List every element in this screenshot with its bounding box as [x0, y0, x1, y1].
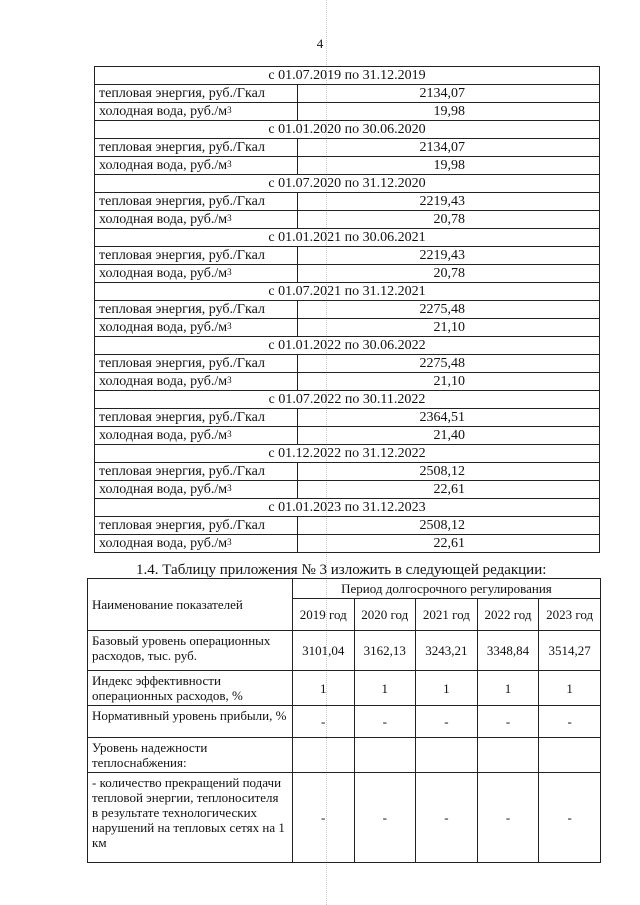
year-header: 2022 год [477, 599, 539, 631]
water-label: холодная вода, руб./м [99, 157, 228, 173]
indicator-value: 3101,04 [292, 631, 354, 671]
indicator-value: 1 [354, 671, 416, 706]
water-row [95, 103, 600, 121]
heat-value: 2275,48 [298, 301, 600, 319]
indicator-value: - [354, 706, 416, 738]
heat-label: тепловая энергия, руб./Гкал [95, 193, 298, 211]
unit-superscript: 3 [227, 482, 232, 493]
period-cell: с 01.07.2019 по 31.12.2019 [95, 67, 600, 85]
indicator-value: - [416, 773, 478, 863]
indicator-row [88, 631, 601, 671]
unit-superscript: 3 [227, 212, 232, 223]
water-row [95, 157, 600, 175]
water-label: холодная вода, руб./м [99, 373, 228, 389]
water-label-cell [95, 427, 298, 445]
period-row [95, 445, 600, 463]
indicator-value: 3162,13 [354, 631, 416, 671]
heat-value: 2219,43 [298, 193, 600, 211]
indicator-name: - количество прекращений подачи тепловой энергии, теплоносителя в результате технологических нарушений на тепловых сетях на 1 км [88, 773, 293, 863]
unit-superscript: 3 [227, 104, 232, 115]
heat-row [95, 85, 600, 103]
heat-label: тепловая энергия, руб./Гкал [95, 355, 298, 373]
tariff-table [94, 66, 600, 553]
water-label-cell [95, 103, 298, 121]
water-value: 21,10 [298, 319, 600, 337]
period-row [95, 67, 600, 85]
water-label: холодная вода, руб./м [99, 319, 228, 335]
heat-label: тепловая энергия, руб./Гкал [95, 139, 298, 157]
water-label: холодная вода, руб./м [99, 535, 228, 551]
water-value: 22,61 [298, 535, 600, 553]
heat-value: 2364,51 [298, 409, 600, 427]
water-row [95, 481, 600, 499]
water-row [95, 373, 600, 391]
water-label-cell [95, 265, 298, 283]
period-row [95, 283, 600, 301]
heat-row [95, 301, 600, 319]
water-value: 20,78 [298, 265, 600, 283]
water-label-cell [95, 481, 298, 499]
heat-label: тепловая энергия, руб./Гкал [95, 517, 298, 535]
water-label-cell [95, 373, 298, 391]
indicator-row [88, 738, 601, 773]
heat-value: 2134,07 [298, 85, 600, 103]
heat-value: 2219,43 [298, 247, 600, 265]
indicator-value [292, 738, 354, 773]
water-label-cell [95, 535, 298, 553]
period-cell: с 01.07.2020 по 31.12.2020 [95, 175, 600, 193]
heat-row [95, 355, 600, 373]
indicator-value: - [292, 773, 354, 863]
heat-value: 2508,12 [298, 463, 600, 481]
indicator-value: 1 [416, 671, 478, 706]
water-row [95, 427, 600, 445]
name-header: Наименование показателей [88, 579, 293, 631]
heat-label: тепловая энергия, руб./Гкал [95, 409, 298, 427]
indicators-table [87, 578, 601, 863]
water-label: холодная вода, руб./м [99, 103, 228, 119]
heat-value: 2275,48 [298, 355, 600, 373]
indicator-value: - [539, 773, 601, 863]
unit-superscript: 3 [227, 536, 232, 547]
unit-superscript: 3 [227, 320, 232, 331]
tariff-table-body [95, 67, 600, 553]
indicator-row [88, 773, 601, 863]
year-header: 2023 год [539, 599, 601, 631]
water-label: холодная вода, руб./м [99, 481, 228, 497]
indicator-name: Уровень надежности теплоснабжения: [88, 738, 293, 773]
water-label: холодная вода, руб./м [99, 211, 228, 227]
period-header: Период долгосрочного регулирования [292, 579, 600, 599]
indicator-value [539, 738, 601, 773]
heat-value: 2134,07 [298, 139, 600, 157]
water-label: холодная вода, руб./м [99, 265, 228, 281]
water-value: 21,40 [298, 427, 600, 445]
water-value: 20,78 [298, 211, 600, 229]
indicator-name: Базовый уровень операционных расходов, тыс. руб. [88, 631, 293, 671]
period-cell: с 01.07.2022 по 30.11.2022 [95, 391, 600, 409]
indicator-value: 1 [292, 671, 354, 706]
unit-superscript: 3 [227, 428, 232, 439]
heat-row [95, 517, 600, 535]
heat-label: тепловая энергия, руб./Гкал [95, 301, 298, 319]
heat-label: тепловая энергия, руб./Гкал [95, 463, 298, 481]
heat-row [95, 247, 600, 265]
period-row [95, 499, 600, 517]
unit-superscript: 3 [227, 266, 232, 277]
indicator-value: 3348,84 [477, 631, 539, 671]
indicator-value: 3514,27 [539, 631, 601, 671]
year-header: 2019 год [292, 599, 354, 631]
water-label-cell [95, 157, 298, 175]
water-label: холодная вода, руб./м [99, 427, 228, 443]
period-row [95, 229, 600, 247]
heat-row [95, 409, 600, 427]
water-row [95, 535, 600, 553]
indicator-value: - [292, 706, 354, 738]
water-row [95, 211, 600, 229]
water-value: 22,61 [298, 481, 600, 499]
water-value: 21,10 [298, 373, 600, 391]
period-cell: с 01.01.2021 по 30.06.2021 [95, 229, 600, 247]
unit-superscript: 3 [227, 158, 232, 169]
indicator-value [416, 738, 478, 773]
indicator-row [88, 706, 601, 738]
indicator-value: 3243,21 [416, 631, 478, 671]
period-cell: с 01.01.2022 по 30.06.2022 [95, 337, 600, 355]
water-value: 19,98 [298, 103, 600, 121]
period-row [95, 337, 600, 355]
indicator-value: 1 [539, 671, 601, 706]
indicators-header-row [88, 579, 601, 599]
water-row [95, 319, 600, 337]
period-row [95, 121, 600, 139]
heat-row [95, 193, 600, 211]
heat-row [95, 139, 600, 157]
year-header: 2020 год [354, 599, 416, 631]
water-label-cell [95, 211, 298, 229]
indicator-value: 1 [477, 671, 539, 706]
section-title: 1.4. Таблицу приложения № 3 изложить в следующей редакции: [136, 562, 547, 578]
period-row [95, 391, 600, 409]
indicator-row [88, 671, 601, 706]
water-row [95, 265, 600, 283]
indicator-value: - [354, 773, 416, 863]
heat-label: тепловая энергия, руб./Гкал [95, 247, 298, 265]
period-cell: с 01.01.2023 по 31.12.2023 [95, 499, 600, 517]
indicator-value: - [416, 706, 478, 738]
period-cell: с 01.12.2022 по 31.12.2022 [95, 445, 600, 463]
indicators-table-body [88, 579, 601, 863]
water-label-cell [95, 319, 298, 337]
period-row [95, 175, 600, 193]
indicator-value: - [477, 706, 539, 738]
heat-label: тепловая энергия, руб./Гкал [95, 85, 298, 103]
period-cell: с 01.07.2021 по 31.12.2021 [95, 283, 600, 301]
year-header: 2021 год [416, 599, 478, 631]
indicator-name: Нормативный уровень прибыли, % [88, 706, 293, 738]
water-value: 19,98 [298, 157, 600, 175]
heat-value: 2508,12 [298, 517, 600, 535]
period-cell: с 01.01.2020 по 30.06.2020 [95, 121, 600, 139]
indicator-value [477, 738, 539, 773]
indicator-name: Индекс эффективности операционных расходов, % [88, 671, 293, 706]
indicator-value [354, 738, 416, 773]
indicator-value: - [477, 773, 539, 863]
unit-superscript: 3 [227, 374, 232, 385]
heat-row [95, 463, 600, 481]
page-number: 4 [316, 36, 324, 51]
indicator-value: - [539, 706, 601, 738]
